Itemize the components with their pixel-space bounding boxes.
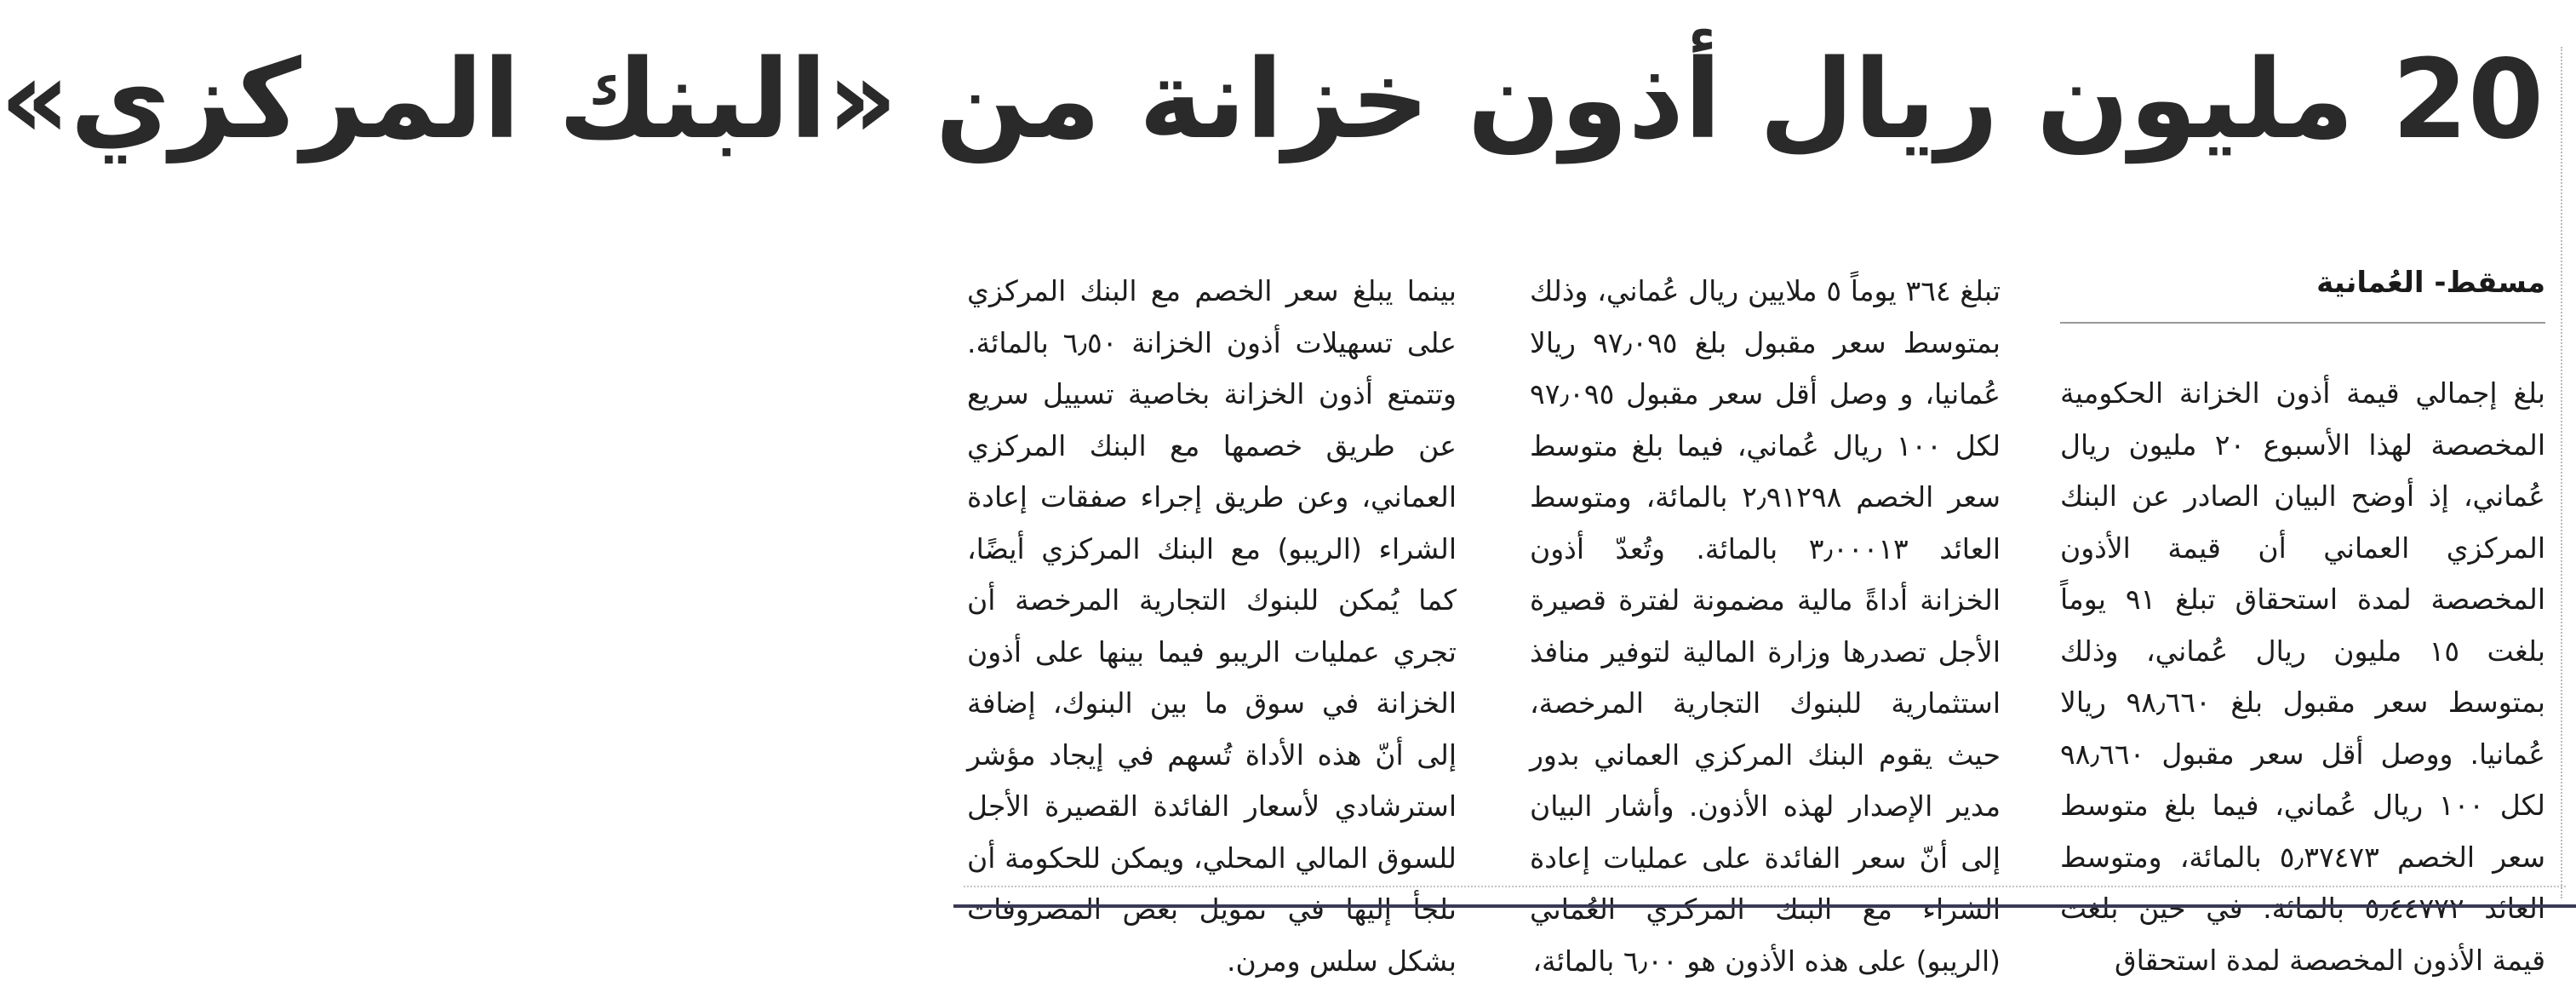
bottom-page-border — [953, 904, 2576, 908]
article-headline: 20 مليون ريال أذون خزانة من «البنك المركزي» — [0, 37, 2544, 164]
article-column-3: بينما يبلغ سعر الخصم مع البنك المركزي على تسهيلات أذون الخزانة ٦٫٥٠ بالمائة. وتتمتع أذون الخزانة بخاصية تسييل سريع عن طريق خصمها مع البنك المركزي العماني، وعن طريق إجراء صفقات إعادة الشراء (الريبو) مع البنك المركزي أيضًا، كما يُمكن للبنوك التجارية المرخصة أن تجري عمليات الريبو فيما بينها على أذون الخزانة في سوق ما بين البنوك، إضافة إلى أنّ هذه الأداة تُسهم في إيجاد مؤشر استرشادي لأسعار الفائدة القصيرة الأجل للسوق المالي المحلي، ويمكن للحكومة أن تلجأ إليها في تمويل بعض المصروفات بشكل سلس ومرن. — [967, 274, 1457, 978]
bottom-dotted-divider — [964, 886, 2566, 887]
article-column-2: تبلغ ٣٦٤ يوماً ٥ ملايين ريال عُماني، وذلك بمتوسط سعر مقبول بلغ ٩٧٫٠٩٥ ريالا عُمانيا، و وصل أقل سعر مقبول ٩٧٫٠٩٥ لكل ١٠٠ ريال عُماني، فيما بلغ متوسط سعر الخصم ٢٫٩١٢٩٨ بالمائة، ومتوسط العائد ٣٫٠٠٠١٣ بالمائة. وتُعدّ أذون الخزانة أداةً مالية مضمونة لفترة قصيرة الأجل تصدرها وزارة المالية لتوفير منافذ استثمارية للبنوك التجارية المرخصة، حيث يقوم البنك المركزي العماني بدور مدير الإصدار لهذه الأذون. وأشار البيان إلى أنّ سعر الفائدة على عمليات إعادة الشراء مع البنك المركزي العُماني (الريبو) على هذه الأذون هو ٦٫٠٠ بالمائة، — [1530, 274, 2001, 978]
right-edge-rule — [2561, 47, 2566, 898]
byline-divider — [2060, 322, 2545, 324]
article-byline: مسقط- العُمانية — [2316, 266, 2545, 300]
article-column-1: بلغ إجمالي قيمة أذون الخزانة الحكومية المخصصة لهذا الأسبوع ٢٠ مليون ريال عُماني، إذ أوضح البيان الصادر عن البنك المركزي العماني أن قيمة الأذون المخصصة لمدة استحقاق تبلغ ٩١ يوماً بلغت ١٥ مليون ريال عُماني، وذلك بمتوسط سعر مقبول بلغ ٩٨٫٦٦٠ ريالا عُمانيا. ووصل أقل سعر مقبول ٩٨٫٦٦٠ لكل ١٠٠ ريال عُماني، فيما بلغ متوسط سعر الخصم ٥٫٣٧٤٧٣ بالمائة، ومتوسط العائد ٥٫٤٤٧٧٢ بالمائة. في حين بلغت قيمة الأذون المخصصة لمدة استحقاق — [2060, 376, 2545, 977]
